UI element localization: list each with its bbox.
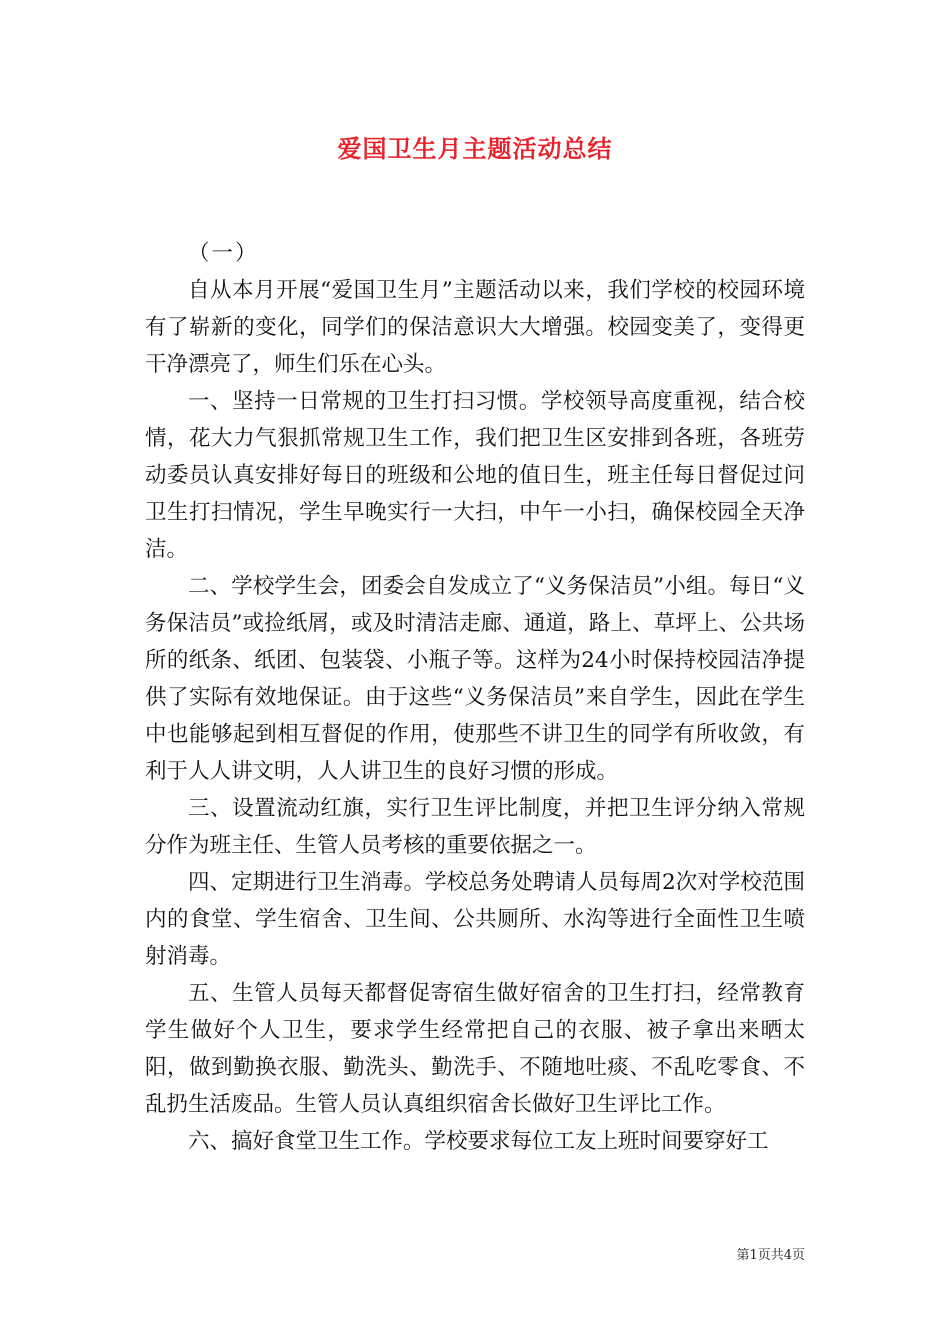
paragraph-item-2: 二、学校学生会，团委会自发成立了“义务保洁员”小组。每日“义务保洁员”或捡纸屑，或及时清洁走廊、通道，路上、草坪上、公共场所的纸条、纸团、包装袋、小瓶子等。这样为24小时保持校园洁净提供了实际有效地保证。由于这些“义务保洁员”来自学生，因此在学生中也能够起到相互督促的作用，使那些不讲卫生的同学有所收敛，有利于人人讲文明，人人讲卫生的良好习惯的形成。 — [145, 574, 805, 784]
paragraph-item-4: 四、定期进行卫生消毒。学校总务处聘请人员每周2次对学校范围内的食堂、学生宿舍、卫生间、公共厕所、水沟等进行全面性卫生喷射消毒。 — [145, 870, 805, 969]
paragraph-item-6: 六、搞好食堂卫生工作。学校要求每位工友上班时间要穿好工 — [188, 1129, 769, 1154]
paragraph-intro: 自从本月开展“爱国卫生月”主题活动以来，我们学校的校园环境有了崭新的变化，同学们的保洁意识大大增强。校园变美了，变得更干净漂亮了，师生们乐在心头。 — [145, 278, 805, 377]
paragraph-item-1: 一、坚持一日常规的卫生打扫习惯。学校领导高度重视，结合校情，花大力气狠抓常规卫生工作，我们把卫生区安排到各班，各班劳动委员认真安排好每日的班级和公地的值日生，班主任每日督促过问卫生打扫情况，学生早晚实行一大扫，中午一小扫，确保校园全天净洁。 — [145, 389, 805, 562]
page-number: 第1页共4页 — [736, 1248, 805, 1263]
paragraph-item-3: 三、设置流动红旗，实行卫生评比制度，并把卫生评分纳入常规分作为班主任、生管人员考核的重要依据之一。 — [145, 796, 805, 858]
document-title: 爱国卫生月主题活动总结 — [337, 134, 613, 163]
section-heading: （一） — [188, 241, 259, 266]
document-body — [145, 235, 805, 1160]
paragraph-item-5: 五、生管人员每天都督促寄宿生做好宿舍的卫生打扫，经常教育学生做好个人卫生，要求学生经常把自己的衣服、被子拿出来晒太阳，做到勤换衣服、勤洗头、勤洗手、不随地吐痰、不乱吃零食、不乱扔生活废品。生管人员认真组织宿舍长做好卫生评比工作。 — [145, 981, 805, 1117]
